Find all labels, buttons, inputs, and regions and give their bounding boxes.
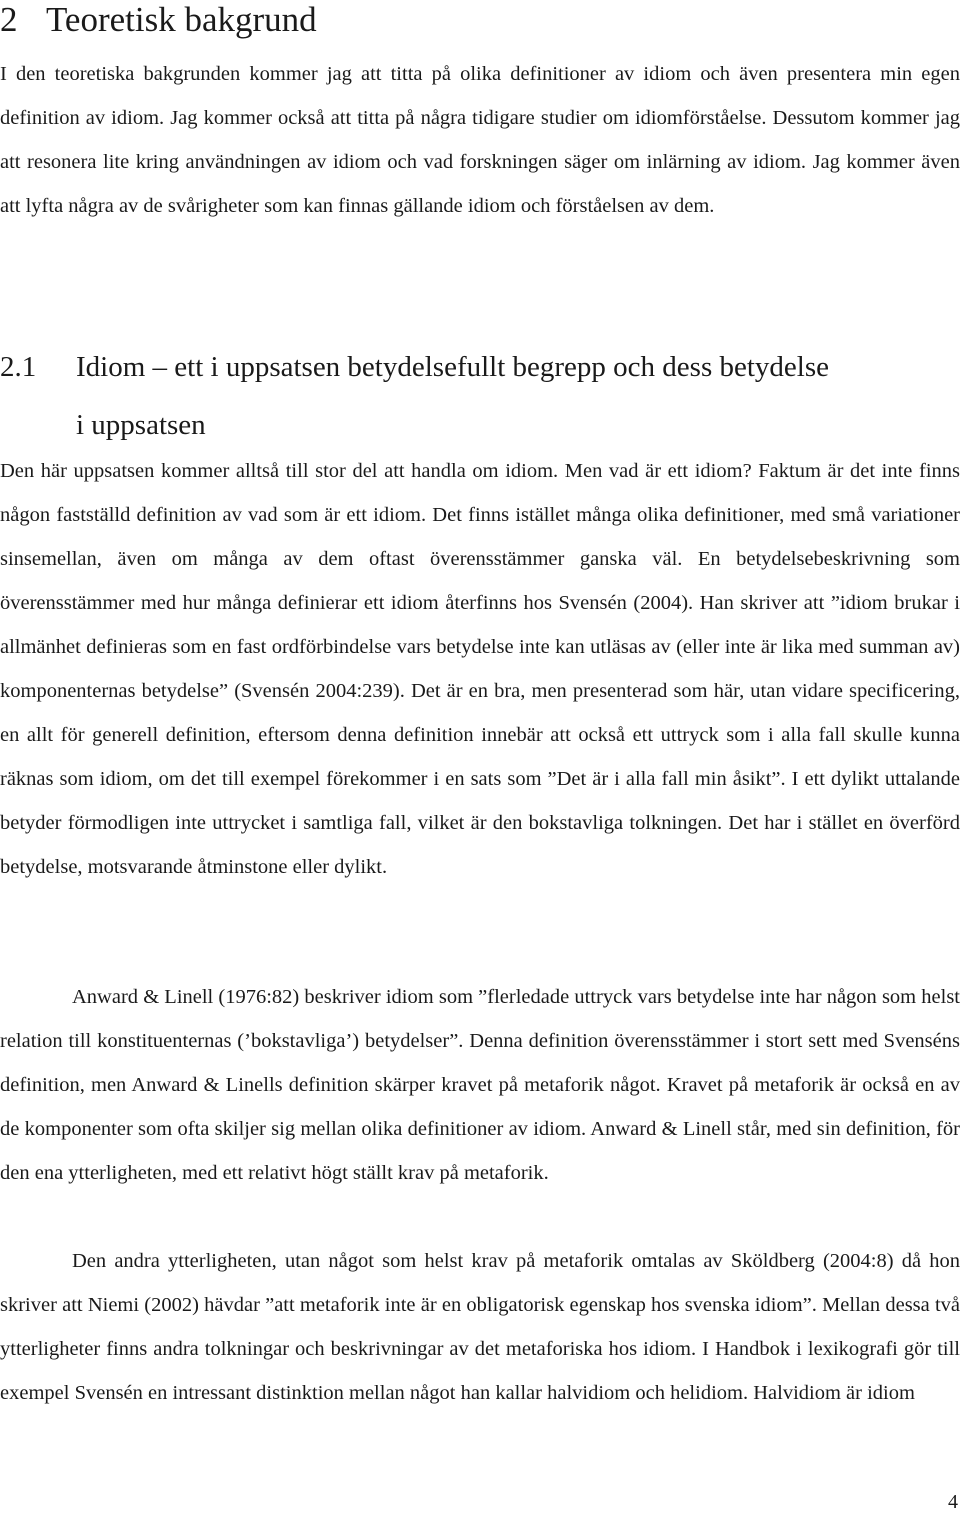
page-number: 4	[948, 1491, 958, 1513]
body-paragraph-2: Anward & Linell (1976:82) beskriver idiom som ”flerledade uttryck vars betydelse inte har någon som helst relation till konstituenternas (’bokstavliga’) betydelser”. Denna definition överensstämmer i stort sett med Svenséns definition, men Anward & Linells definition skärper kravet på metaforik något. Kravet på metaforik är också en av de komponenter som ofta skiljer sig mellan olika definitioner av idiom. Anward & Linell står, med sin definition, för den ena ytterligheten, med ett relativt högt ställt krav på metaforik.	[0, 986, 960, 1184]
section-title: Teoretisk bakgrund	[46, 0, 317, 39]
section-number: 2	[0, 0, 18, 39]
subsection-title-line1: Idiom – ett i uppsatsen betydelsefullt begrepp och dess betydelse	[76, 351, 830, 383]
section-heading	[0, 0, 317, 40]
subsection-title-line2: i uppsatsen	[76, 409, 206, 441]
subsection-heading	[0, 338, 960, 454]
body-paragraph-1: Den här uppsatsen kommer alltså till stor del att handla om idiom. Men vad är ett idiom? Faktum är det inte finns någon fastställd definition av vad som är ett idiom. Det finns istället många olika definitioner, med små variationer sinsemellan, även om många av dem oftast överensstämmer ganska väl. En betydelsebeskrivning som överensstämmer med hur många definierar ett idiom återfinns hos Svensén (2004). Han skriver att ”idiom brukar i allmänhet definieras som en fast ordförbindelse vars betydelse inte kan utläsas av (eller inte är lika med summan av) komponenternas betydelse” (Svensén 2004:239). Det är en bra, men presenterad som här, utan vidare specificering, en allt för generell definition, eftersom denna definition innebär att också ett uttryck som i alla fall skulle kunna räknas som idiom, om det till exempel förekommer i en sats som ”Det är i alla fall min åsikt”. I ett dylikt uttalande betyder förmodligen inte uttrycket i samtliga fall, vilket är den bokstavliga tolkningen. Det har i stället en överförd betydelse, motsvarande åtminstone eller dylikt.	[0, 460, 960, 878]
subsection-number: 2.1	[0, 351, 37, 383]
body-paragraph-3: Den andra ytterligheten, utan något som helst krav på metaforik omtalas av Sköldberg (2004:8) då hon skriver att Niemi (2002) hävdar ”att metaforik inte är en obligatorisk egenskap hos svenska idiom”. Mellan dessa två ytterligheter finns andra tolkningar och beskrivningar av det metaforiska hos idiom. I Handbok i lexikografi gör till exempel Svensén en intressant distinktion mellan något han kallar halvidiom och helidiom. Halvidiom är idiom	[0, 1250, 960, 1404]
intro-paragraph: I den teoretiska bakgrunden kommer jag att titta på olika definitioner av idiom och även presentera min egen definition av idiom. Jag kommer också att titta på några tidigare studier om idiomförståelse. Dessutom kommer jag att resonera lite kring användningen av idiom och vad forskningen säger om inlärning av idiom. Jag kommer även att lyfta några av de svårigheter som kan finnas gällande idiom och förståelsen av dem.	[0, 63, 960, 217]
